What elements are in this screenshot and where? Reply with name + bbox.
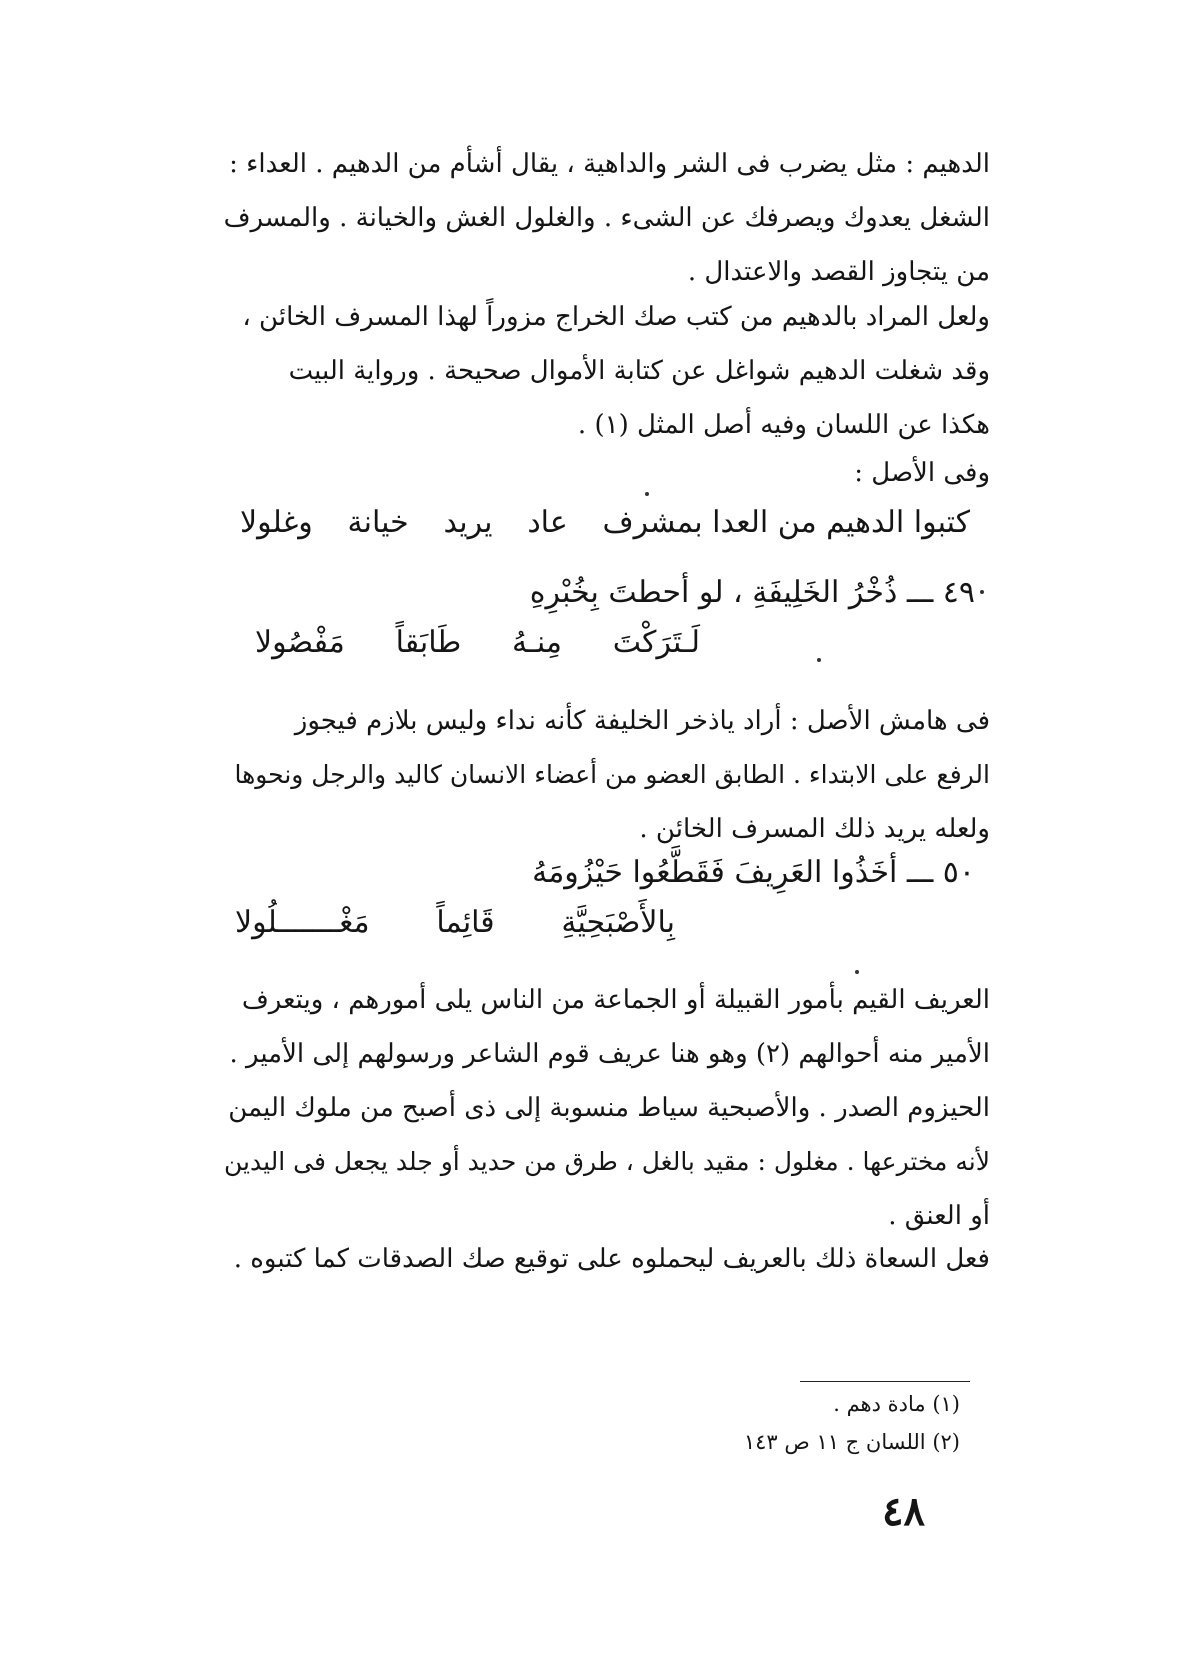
text-line: الدهيم : مثل يضرب فى الشر والداهية ، يقال أشأم من الدهيم . العداء :	[229, 149, 990, 179]
verse-50-first-hemistich: ٥٠ ـــ أخَذُوا العَرِيفَ فَقَطَّعُوا حَيْزُومَهُ	[532, 855, 975, 890]
scan-speck	[817, 658, 821, 662]
verse-50-second-hemistich	[235, 905, 675, 940]
text-line: الأمير منه أحوالهم (٢) وهو هنا عريف قوم الشاعر ورسولهم إلى الأمير .	[229, 1039, 990, 1069]
verse-word: كتبوا الدهيم من العدا بمشرف	[602, 505, 970, 540]
verse-word: مَغْـــــــلُولا	[235, 905, 370, 940]
verse-word: طَابَقاً	[395, 625, 462, 660]
verse-variant	[240, 505, 970, 540]
paragraph-dahim-commentary	[220, 290, 990, 452]
footnote-2: (٢) اللسان ج ١١ ص ١٤٣	[743, 1430, 960, 1454]
verse-word: مَفْصُولا	[255, 625, 345, 660]
verse-word: لَـتَرَكْتَ	[612, 625, 700, 660]
paragraph-margin-note	[220, 694, 990, 856]
text-line: هكذا عن اللسان وفيه أصل المثل (١) .	[577, 410, 990, 440]
verse-word: بِالأَصْبَحِيَّةِ	[561, 905, 675, 940]
verse-word: عاد	[527, 505, 568, 540]
scan-speck	[645, 492, 649, 496]
text-line: فعل السعاة ذلك بالعريف ليحملوه على توقيع صك الصدقات كما كتبوه .	[233, 1244, 990, 1274]
verse-49-second-hemistich	[255, 625, 700, 660]
footnote-separator	[800, 1381, 970, 1382]
verse-word: يريد	[443, 505, 493, 540]
footnote-1: (١) مادة دهم .	[833, 1392, 960, 1416]
text-line: العريف القيم بأمور القبيلة أو الجماعة من الناس يلى أمورهم ، ويتعرف	[241, 985, 990, 1015]
paragraph-arif-commentary	[220, 973, 990, 1243]
page-number: ٤٨	[882, 1488, 925, 1535]
text-line: ولعله يريد ذلك المسرف الخائن .	[639, 814, 990, 844]
text-line: ولعل المراد بالدهيم من كتب صك الخراج مزوراً لهذا المسرف الخائن ،	[242, 302, 990, 332]
text-line: الرفع على الابتداء . الطابق العضو من أعضاء الانسان كاليد والرجل ونحوها	[234, 760, 990, 789]
text-line: الحيزوم الصدر . والأصبحية سياط منسوبة إلى ذى أصبح من ملوك اليمن	[228, 1093, 990, 1123]
verse-word: خيانة	[347, 505, 409, 540]
text-line: لأنه مخترعها . مغلول : مقيد بالغل ، طرق من حديد أو جلد يجعل فى اليدين	[223, 1147, 990, 1176]
text-line: فى هامش الأصل : أراد ياذخر الخليفة كأنه نداء وليس بلازم فيجوز	[294, 706, 990, 736]
verse-49-first-hemistich: ٤٩ ـــ ذُخْرُ الخَلِيفَةِ ، لو أحطتَ بِخُبْرِهِ	[529, 575, 975, 610]
scan-speck	[855, 970, 859, 974]
scan-speck	[980, 590, 984, 594]
text-line: من يتجاوز القصد والاعتدال .	[687, 257, 990, 287]
verse-word: وغلولا	[240, 505, 313, 540]
paragraph-closing	[220, 1232, 990, 1286]
in-original-label: وفى الأصل :	[854, 458, 990, 488]
verse-word: مِنـهُ	[512, 625, 562, 660]
text-line: وقد شغلت الدهيم شواغل عن كتابة الأموال صحيحة . ورواية البيت	[288, 356, 990, 386]
paragraph-dahim-definition	[220, 137, 990, 299]
text-line: الشغل يعدوك ويصرفك عن الشىء . والغلول الغش والخيانة . والمسرف	[223, 203, 990, 233]
text-line: أو العنق .	[888, 1201, 990, 1231]
verse-word: قَائِماً	[436, 905, 495, 940]
